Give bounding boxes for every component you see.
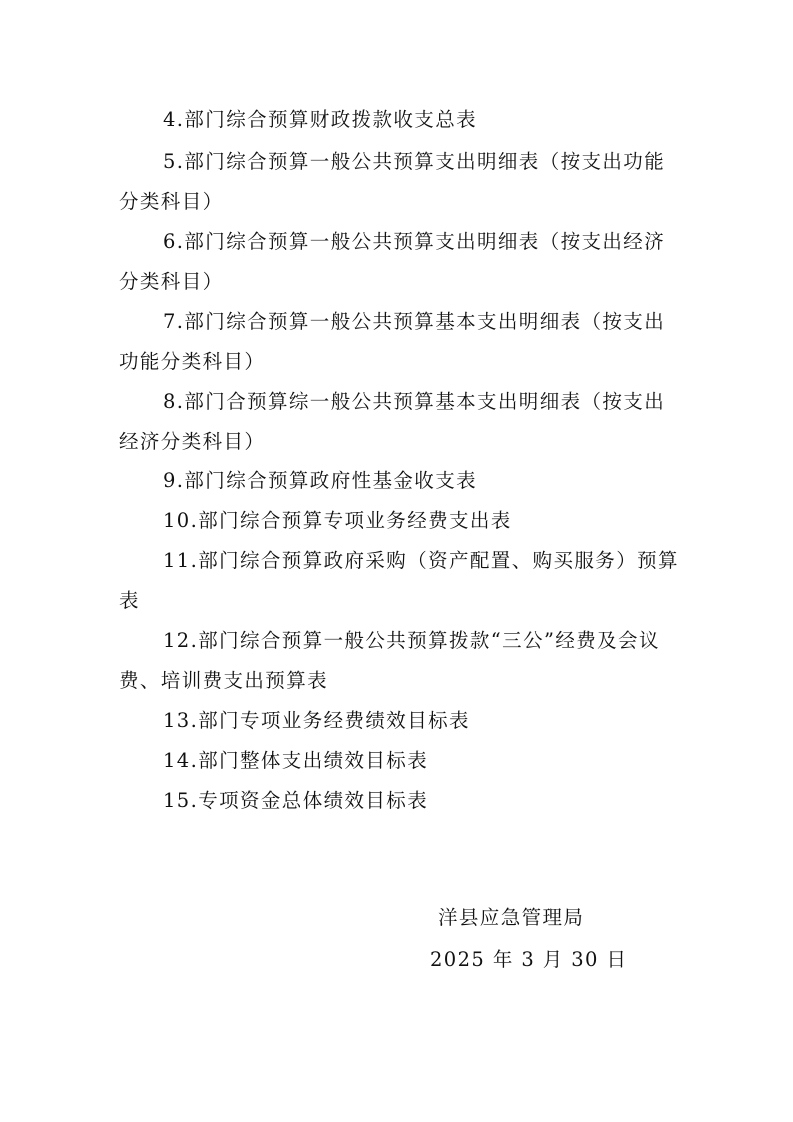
list-item-14: 14.部门整体支出绩效目标表 [163, 749, 429, 772]
list-item-11: 11.部门综合预算政府采购（资产配置、购买服务）预算表 [119, 549, 679, 612]
signature-organization: 洋县应急管理局 [438, 906, 585, 929]
list-item-15: 15.专项资金总体绩效目标表 [163, 789, 429, 812]
list-item-6: 6.部门综合预算一般公共预算支出明细表（按支出经济分类科目） [119, 230, 666, 293]
list-item-10: 10.部门综合预算专项业务经费支出表 [163, 509, 512, 532]
list-item-8: 8.部门合预算综一般公共预算基本支出明细表（按支出经济分类科目） [119, 390, 666, 453]
list-item-5: 5.部门综合预算一般公共预算支出明细表（按支出功能分类科目） [119, 150, 666, 213]
list-item-12: 12.部门综合预算一般公共预算拨款“三公”经费及会议费、培训费支出预算表 [119, 629, 660, 692]
list-item-13: 13.部门专项业务经费绩效目标表 [163, 709, 470, 732]
list-item-4: 4.部门综合预算财政拨款收支总表 [163, 108, 478, 131]
list-item-9: 9.部门综合预算政府性基金收支表 [163, 469, 478, 492]
list-item-7: 7.部门综合预算一般公共预算基本支出明细表（按支出功能分类科目） [119, 310, 666, 373]
signature-date: 2025 年 3 月 30 日 [430, 948, 628, 971]
